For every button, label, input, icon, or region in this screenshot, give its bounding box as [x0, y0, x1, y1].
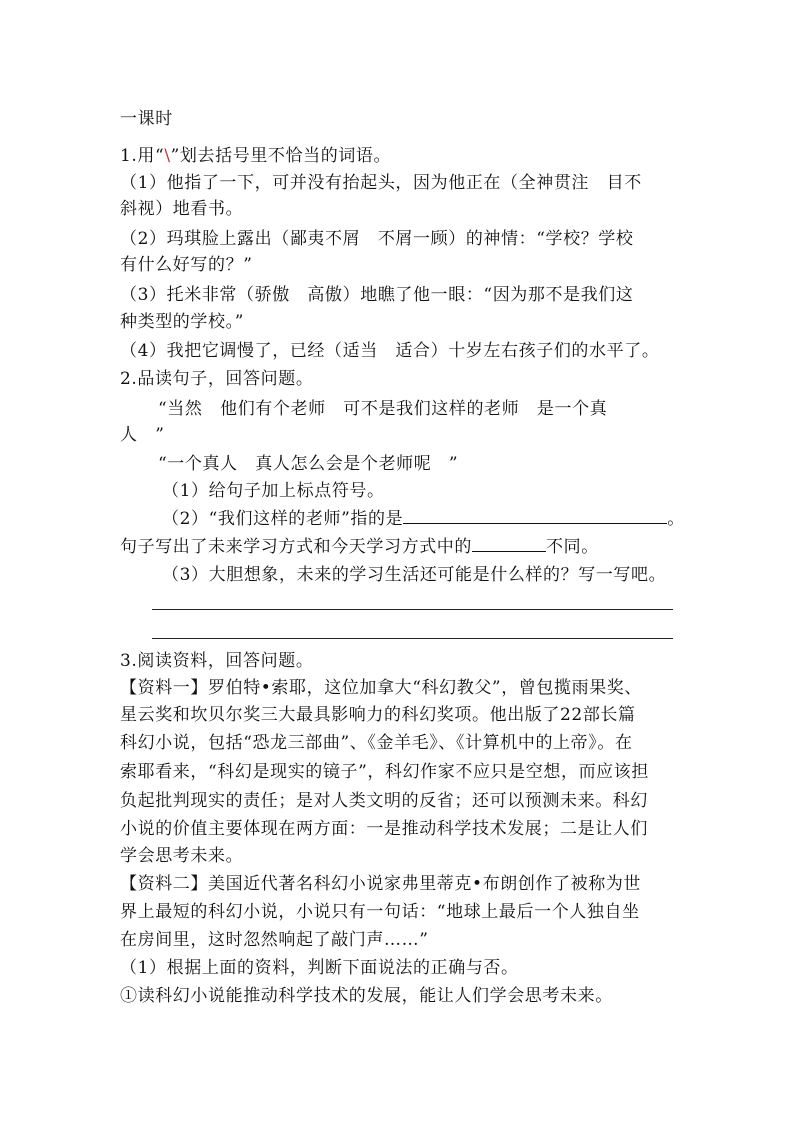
q2-sentence-1-line-2: 人 ” — [120, 425, 165, 445]
writing-line-2[interactable] — [152, 638, 673, 639]
material-2-line-1: 【资料二】美国近代著名科幻小说家弗里蒂克•布朗创作了被称为世 — [120, 874, 642, 894]
q1-item-2-line-2: 有什么好写的？” — [120, 255, 253, 275]
material-1-line-2: 星云奖和坎贝尔奖三大最具影响力的科幻奖项。他出版了22部长篇 — [120, 705, 636, 725]
material-1-line-4: 索耶看来，“科幻是现实的镜子”，科幻作家不应只是空想，而应该担 — [120, 762, 649, 782]
q1-item-2-line-1: （2）玛琪脸上露出（鄙夷不屑 不屑一顾）的神情：“学校？学校 — [120, 229, 634, 249]
strike-mark-symbol: \ — [164, 146, 171, 166]
q2-title: 2.品读句子，回答问题。 — [120, 369, 314, 389]
q2-sentence-2: “一个真人 真人怎么会是个老师呢 ” — [158, 454, 459, 474]
writing-line-1[interactable] — [152, 609, 673, 610]
answer-blank-1[interactable] — [403, 508, 667, 524]
q2-sub-2-line-2: 句子写出了未来学习方式和今天学习方式中的 不同。 — [120, 537, 599, 557]
q2-sub-3: （3）大胆想象，未来的学习生活还可能是什么样的？写一写吧。 — [162, 565, 667, 585]
q1-item-1-line-2: 斜视）地看书。 — [120, 199, 244, 219]
q2-sub-2-line-1: （2）“我们这样的老师”指的是 。 — [162, 509, 685, 529]
q2-sentence-1-line-1: “当然 他们有个老师 可不是我们这样的老师 是一个真 — [158, 399, 608, 419]
q3-sub-1: （1）根据上面的资料，判断下面说法的正确与否。 — [120, 958, 519, 978]
material-1-line-1: 【资料一】罗伯特•索耶，这位加拿大“科幻教父”，曾包揽雨果奖、 — [120, 678, 643, 698]
q1-item-3-line-2: 种类型的学校。” — [120, 312, 244, 332]
material-1-line-6: 小说的价值主要体现在两方面：一是推动科学技术发展；二是让人们 — [120, 819, 648, 839]
q3-item-1: ①读科幻小说能推动科学技术的发展，能让人们学会思考未来。 — [120, 986, 613, 1006]
answer-blank-2[interactable] — [472, 536, 546, 552]
q2-sub-1: （1）给句子加上标点符号。 — [162, 481, 385, 501]
material-1-line-7: 学会思考未来。 — [120, 846, 244, 866]
q1-item-3-line-1: （3）托米非常（骄傲 高傲）地瞧了他一眼：“因为那不是我们这 — [120, 285, 634, 305]
material-1-line-5: 负起批判现实的责任；是对人类文明的反省；还可以预测未来。科幻 — [120, 791, 648, 811]
q1-title: 1.用“\”划去括号里不恰当的词语。 — [120, 146, 392, 166]
material-2-line-2: 界上最短的科幻小说，小说只有一句话：“地球上最后一个人独自坐 — [120, 902, 640, 922]
q1-item-4-line-1: （4）我把它调慢了，已经（适当 适合）十岁左右孩子们的水平了。 — [120, 341, 660, 361]
material-1-line-3: 科幻小说，包括“恐龙三部曲”、《金羊毛》、《计算机中的上帝》。在 — [120, 733, 633, 753]
material-2-line-3: 在房间里，这时忽然响起了敲门声……” — [120, 930, 429, 950]
page-title: 一课时 — [120, 109, 173, 129]
q3-title: 3.阅读资料，回答问题。 — [120, 651, 314, 671]
q1-item-1-line-1: （1）他指了一下，可并没有抬起头，因为他正在（全神贯注 目不 — [120, 173, 642, 193]
